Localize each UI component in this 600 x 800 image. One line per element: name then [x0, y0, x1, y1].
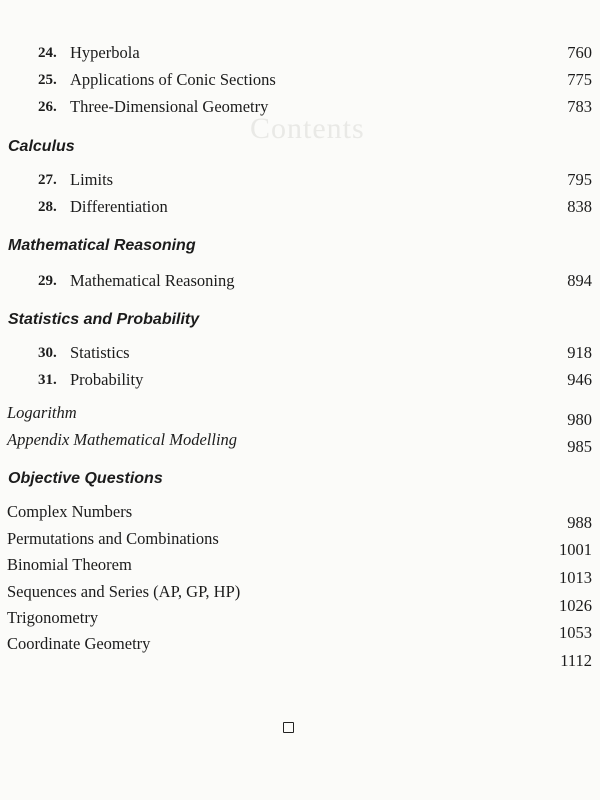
chapter-title: Statistics — [70, 343, 130, 362]
toc-entry-sequences-series[interactable] — [0, 582, 600, 615]
page-number: 1026 — [559, 596, 592, 615]
entry-title: Complex Numbers — [7, 502, 133, 521]
entry-title: Sequences and Series (AP, GP, HP) — [7, 582, 241, 601]
entry-title: Logarithm — [7, 403, 77, 422]
chapter-title: Three-Dimensional Geometry — [70, 97, 269, 116]
toc-entry-hyperbola[interactable] — [0, 43, 600, 67]
end-of-section-square-icon — [283, 722, 294, 733]
toc-entry-binomial-theorem[interactable] — [0, 555, 600, 587]
chapter-title: Probability — [70, 370, 144, 389]
chapter-number: 25. — [38, 72, 57, 88]
chapter-number: 29. — [38, 273, 57, 289]
page-number: 894 — [567, 271, 592, 290]
chapter-title: Mathematical Reasoning — [70, 271, 235, 290]
entry-title: Appendix Mathematical Modelling — [7, 430, 238, 449]
section-heading-statistics: Statistics and Probability — [8, 311, 200, 328]
bleed-through-heading: Contents — [250, 112, 365, 145]
page-number: 918 — [567, 343, 592, 362]
entry-title: Coordinate Geometry — [7, 634, 151, 653]
toc-entry-complex-numbers[interactable] — [0, 502, 600, 532]
page-number: 980 — [567, 410, 592, 429]
page-number: 1053 — [559, 623, 592, 642]
toc-entry-differentiation[interactable] — [0, 197, 600, 221]
page-number: 760 — [567, 43, 592, 62]
section-heading-reasoning: Mathematical Reasoning — [8, 237, 196, 254]
toc-entry-probability[interactable] — [0, 370, 600, 394]
page-number: 985 — [567, 437, 592, 456]
chapter-title: Hyperbola — [70, 43, 140, 62]
toc-entry-appendix[interactable] — [0, 430, 600, 454]
chapter-number: 26. — [38, 99, 57, 115]
chapter-number: 24. — [38, 45, 57, 61]
toc-entry-3d-geometry[interactable] — [0, 97, 600, 121]
toc-entry-trigonometry[interactable] — [0, 608, 600, 642]
toc-entry-conic-applications[interactable] — [0, 70, 600, 94]
toc-entry-limits[interactable] — [0, 170, 600, 194]
toc-entry-permutations[interactable] — [0, 529, 600, 559]
section-heading-calculus: Calculus — [8, 138, 75, 155]
page-number: 946 — [567, 370, 592, 389]
chapter-number: 28. — [38, 199, 57, 215]
chapter-title: Differentiation — [70, 197, 168, 216]
page-number: 1112 — [560, 651, 592, 670]
toc-entry-mathematical-reasoning[interactable] — [0, 271, 600, 295]
page-number: 1001 — [559, 540, 592, 559]
page-number: 775 — [567, 70, 592, 89]
toc-entry-coordinate-geometry[interactable] — [0, 634, 600, 670]
section-heading-objective: Objective Questions — [8, 470, 163, 487]
chapter-number: 31. — [38, 372, 57, 388]
chapter-title: Applications of Conic Sections — [70, 70, 276, 89]
page-number: 1013 — [559, 568, 592, 587]
chapter-number: 27. — [38, 172, 57, 188]
page-number: 988 — [567, 513, 592, 532]
toc-entry-logarithm[interactable] — [0, 403, 600, 427]
chapter-title: Limits — [70, 170, 114, 189]
entry-title: Permutations and Combinations — [7, 529, 219, 548]
page-number: 838 — [567, 197, 592, 216]
page-number: 795 — [567, 170, 592, 189]
entry-title: Trigonometry — [7, 608, 99, 627]
entry-title: Binomial Theorem — [7, 555, 132, 574]
chapter-number: 30. — [38, 345, 57, 361]
page-number: 783 — [567, 97, 592, 116]
toc-entry-statistics[interactable] — [0, 343, 600, 367]
